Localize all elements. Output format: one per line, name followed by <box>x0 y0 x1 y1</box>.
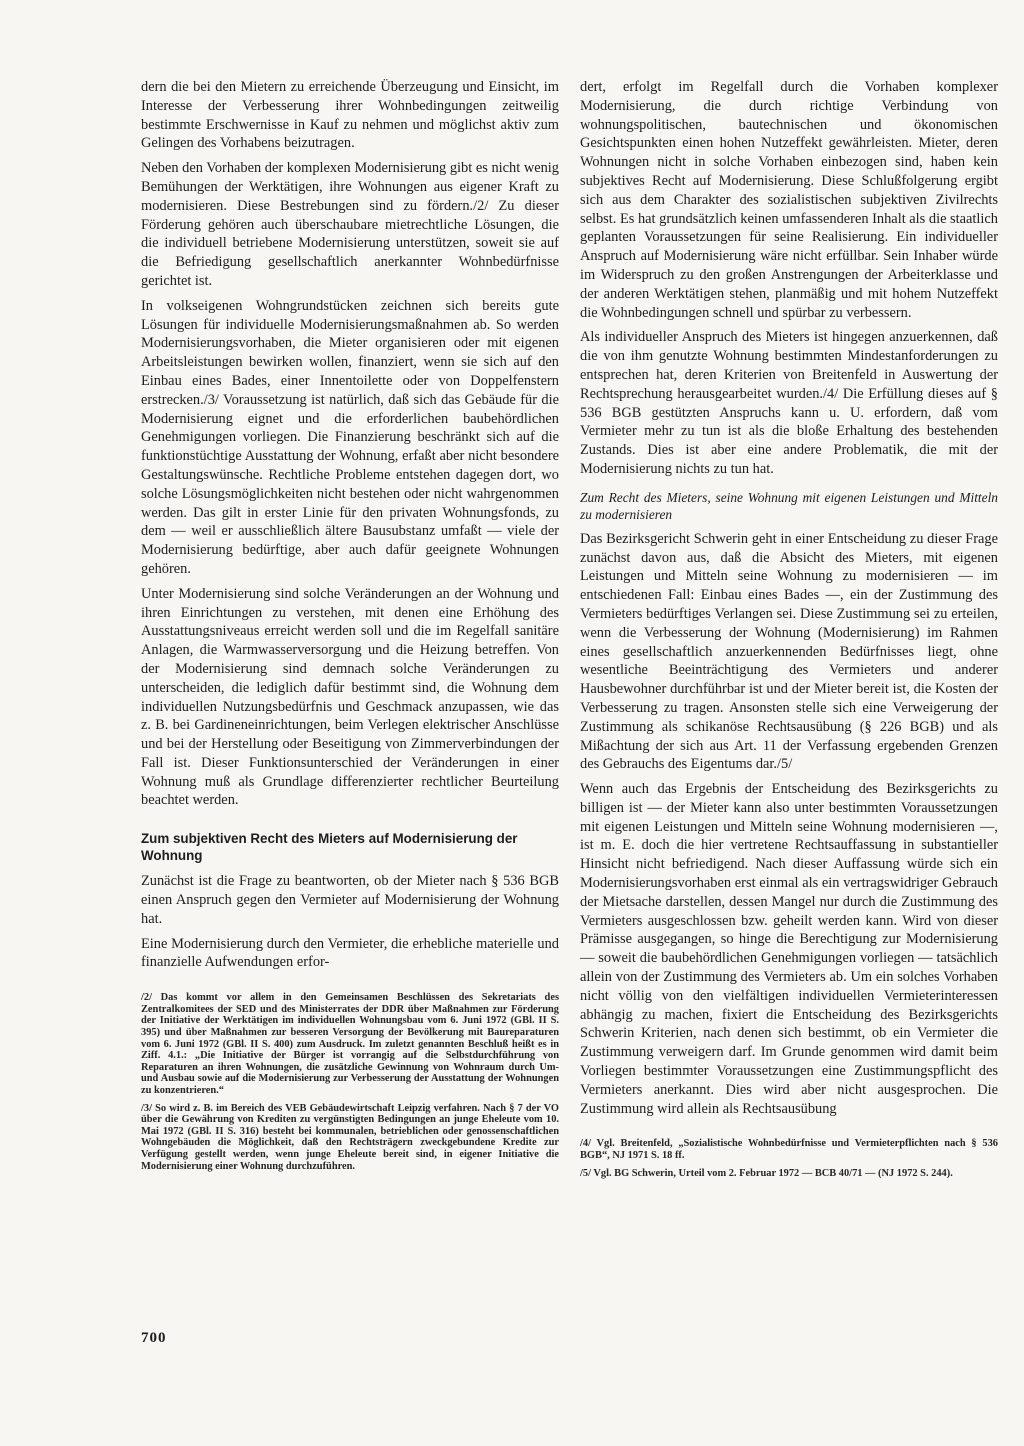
page-number: 700 <box>141 1330 167 1346</box>
footnote: /3/ So wird z. B. im Bereich des VEB Gebäudewirtschaft Leipzig verfahren. Nach § 7 der VO über die Gewährung von Krediten zu vergünstigten Bedingungen an junge Eheleute vom 10. Mai 1972 (GBl. II S. 316) besteht bei kommunalen, betrieblichen oder genossenschaftlichen Wohngebäuden die Möglichkeit, daß den Rechtsträgern zweckgebundene Kredite zur Verfügung gestellt werden, wenn junge Eheleute bereit sind, in eigener Initiative die Modernisierung einer Wohnung durchzuführen. <box>141 1102 559 1172</box>
body-paragraph: dern die bei den Mietern zu erreichende Überzeugung und Einsicht, im Interesse der Verbesserung ihrer Wohnbedingungen zeitweilig bestimmte Erschwernisse in Kauf zu nehmen und möglichst aktiv zum Gelingen des Vorhabens beizutragen. <box>141 79 559 152</box>
section-heading: Zum Recht des Mieters, seine Wohnung mit eigenen Leistungen und Mitteln zu modernisieren <box>580 489 998 523</box>
body-paragraph: Wenn auch das Ergebnis der Entscheidung des Bezirksgerichts zu billigen ist — der Mieter kann also unter bestimmten Voraussetzungen mit eigenen Leistungen und Mitteln seine Wohnung modernisieren —, ist m. E. doch die hier vertretene Rechtsauffassung in substantieller Hinsicht nicht befriedigend. Nach dieser Auffassung würde sich ein Modernisierungsvorhaben erst einmal als ein vertragswidriger Gebrauch der Mietsache darstellen, dessen Mangel nur durch die Zustimmung des Vermieters ausgeschlossen bzw. geheilt werden kann. Wird von dieser Prämisse ausgegangen, so hinge die Berechtigung zur Modernisierung — soweit die baubehördlichen Genehmigungen vorliegen — tatsächlich allein von der Zustimmung des Vermieters ab. Um ein solches Vorhaben nicht völlig von den vielfältigen individuellen Vermieterinteressen abhängig zu machen, fixiert die Entscheidung des Bezirksgerichts Schwerin Kriterien, nach denen sich bestimmt, ob ein Vermieter die Zustimmung verweigern darf. Im Grunde genommen wird damit beim Vorliegen bestimmter Voraussetzungen eine Zustimmungspflicht des Vermieters anerkannt. Dies wird aber nicht ausgesprochen. Die Zustimmung wird allein als Rechtsausübung <box>580 781 998 1117</box>
section-heading: Zum subjektiven Recht des Mieters auf Modernisierung der Wohnung <box>141 831 518 864</box>
body-paragraph: Unter Modernisierung sind solche Veränderungen an der Wohnung und ihren Einrichtungen zu verstehen, mit denen eine Erhöhung des Ausstattungsniveaus erreicht werden soll und die im Regelfall sanitäre Anlagen, die Warmwasserversorgung und die Heizung betreffen. Von der Modernisierung sind demnach solche Veränderungen zu unterscheiden, die lediglich dafür bestimmt sind, die Wohnung dem individuellen Nutzungsbedürfnis und Geschmack anzupassen, wie das z. B. bei Gardineneinrichtungen, beim Verlegen elektrischer Anschlüsse und bei der Herstellung oder Beseitigung von Zimmerverbindungen der Fall ist. Dieser Funktionsunterschied der Veränderungen in einer Wohnung muß als Grundlage differenzierter rechtlicher Beurteilung beachtet werden. <box>141 585 559 809</box>
body-paragraph: dert, erfolgt im Regelfall durch die Vorhaben komplexer Modernisierung, die durch richtige Verbindung von wohnungspolitischen, bautechnischen und ökonomischen Gesichtspunkten einen hohen Nutzeffekt gewährleisten. Mieter, deren Wohnungen nicht in solche Vorhaben einbezogen sind, haben kein subjektives Recht auf Modernisierung. Diese Schlußfolgerung ergibt sich aus dem Charakter des sozialistischen subjektiven Zivilrechts selbst. Es hat grundsätzlich keinen umfassenderen Inhalt als die staatlich geplanten Voraussetzungen für seine Realisierung. Ein individueller Anspruch auf Modernisierung wäre nicht erfüllbar. Sein Inhaber würde im Widerspruch zu den großen Anstrengungen der Arbeiterklasse und der anderen Werktätigen stehen, planmäßig und mit hohem Nutzeffekt die Wohnbedingungen schnell und spürbar zu verbessern. <box>580 79 999 321</box>
body-paragraph: Neben den Vorhaben der komplexen Modernisierung gibt es nicht wenig Bemühungen der Werktätigen, ihre Wohnungen aus eigener Kraft zu modernisieren. Diese Bestrebungen sind zu fördern./2/ Zu dieser Förderung gehören auch überschaubare mietrechtliche Lösungen, die die individuell betriebene Modernisierung unterstützen, soweit sie auf die Befriedigung gesellschaftlich anerkannter Wohnbedürfnisse gerichtet ist. <box>141 160 559 289</box>
body-paragraph: Zunächst ist die Frage zu beantworten, ob der Mieter nach § 536 BGB einen Anspruch gegen den Vermieter auf Modernisierung der Wohnung hat. <box>141 873 559 927</box>
left-column <box>141 78 559 1178</box>
body-paragraph: Eine Modernisierung durch den Vermieter, die erhebliche materielle und finanzielle Aufwendungen erfor- <box>141 935 559 971</box>
body-paragraph: Das Bezirksgericht Schwerin geht in einer Entscheidung zu dieser Frage zunächst davon aus, daß die Absicht des Mieters, mit eigenen Leistungen und Mitteln seine Wohnung zu modernisieren — im entschiedenen Fall: Einbau eines Bades —, ein der Zustimmung des Vermieters bedürftiges Verlangen sei. Diese Zustimmung sei zu erteilen, wenn die Verbesserung der Wohnung (Modernisierung) im Rahmen eines gesellschaftlich anzuerkennenden Bedürfnisses liegt, ohne wesentliche Beeinträchtigung des Vermieters und anderer Hausbewohner durchführbar ist und der Mieter bereit ist, die Kosten der Verbesserung zu tragen. Ansonsten stelle sich eine Verweigerung der Zustimmung als schikanöse Rechtsausübung (§ 226 BGB) und als Mißachtung der sich aus Art. 11 der Verfassung ergebenden Grenzen des Gebrauchs des Eigentums dar./5/ <box>580 530 998 773</box>
body-paragraph: Als individueller Anspruch des Mieters ist hingegen anzuerkennen, daß die von ihm genutzte Wohnung bestimmten Mindestanforderungen zu entsprechen hat, deren Kriterien von Breitenfeld in Auswertung der Rechtsprechung herausgearbeitet wurden./4/ Die Erfüllung dieses auf § 536 BGB gestützten Anspruchs kann u. U. erfordern, daß vom Vermieter mehr zu tun ist als die bloße Erhaltung des bestehenden Zustands. Dies ist aber eine andere Problematik, die mit der Modernisierung nichts zu tun hat. <box>580 329 998 477</box>
footnote: /4/ Vgl. Breitenfeld, „Sozialistische Wohnbedürfnisse und Vermieterpflichten nach § 536 BGB“, NJ 1971 S. 18 ff. <box>580 1138 998 1162</box>
footnote: /5/ Vgl. BG Schwerin, Urteil vom 2. Februar 1972 — BCB 40/71 — (NJ 1972 S. 244). <box>580 1167 953 1179</box>
body-paragraph: In volkseigenen Wohngrundstücken zeichnen sich bereits gute Lösungen für individuelle Modernisierungsmaßnahmen ab. So werden Modernisierungsvorhaben, die Mieter organisieren oder mit eigenen Arbeitsleistungen bewirken wollen, finanziert, wenn sie sich auf den Einbau eines Bades, einer Innentoilette oder von Doppelfenstern erstrecken./3/ Voraussetzung ist natürlich, daß sich das Gebäude für die Modernisierung eignet und die erforderlichen baubehördlichen Genehmigungen vorliegen. Die Finanzierung beschränkt sich auf die funktionstüchtige Ausstattung der Wohnung, erfaßt aber nicht besondere Gestaltungswünsche. Rechtliche Probleme entstehen dagegen dort, wo solche Lösungsmöglichkeiten nicht bestehen oder nicht wahrgenommen werden. Das gilt in erster Linie für den privaten Wohnungsfonds, zu dem — weil er ausschließlich ältere Bausubstanz umfaßt — viele der Modernisierung bedürftige, aber auch dafür geeignete Wohnungen gehören. <box>141 297 559 577</box>
footnotes <box>141 992 559 1172</box>
footnotes <box>580 1138 998 1179</box>
right-column <box>580 78 998 1185</box>
footnote: /2/ Das kommt vor allem in den Gemeinsamen Beschlüssen des Sekretariats des Zentralkomitees der SED und des Ministerrates der DDR über Maßnahmen zur Förderung der Initiative der Werktätigen im individuellen Wohnungsbau vom 6. Juni 1972 (GBl. II S. 395) und über Maßnahmen zur besseren Versorgung der Bevölkerung mit Baureparaturen vom 6. Juni 1972 (GBl. II S. 400) zum Ausdruck. Im zuletzt genannten Beschluß heißt es in Ziff. 4.1.: „Die Initiative der Bürger ist vorrangig auf die Selbstdurchführung von Reparaturen an ihren Wohnungen, die zusätzliche Gewinnung von Wohnraum durch Um- und Ausbau sowie auf die Modernisierung zur Verbesserung der Ausstattung der Wohnungen zu konzentrieren.“ <box>141 992 559 1097</box>
